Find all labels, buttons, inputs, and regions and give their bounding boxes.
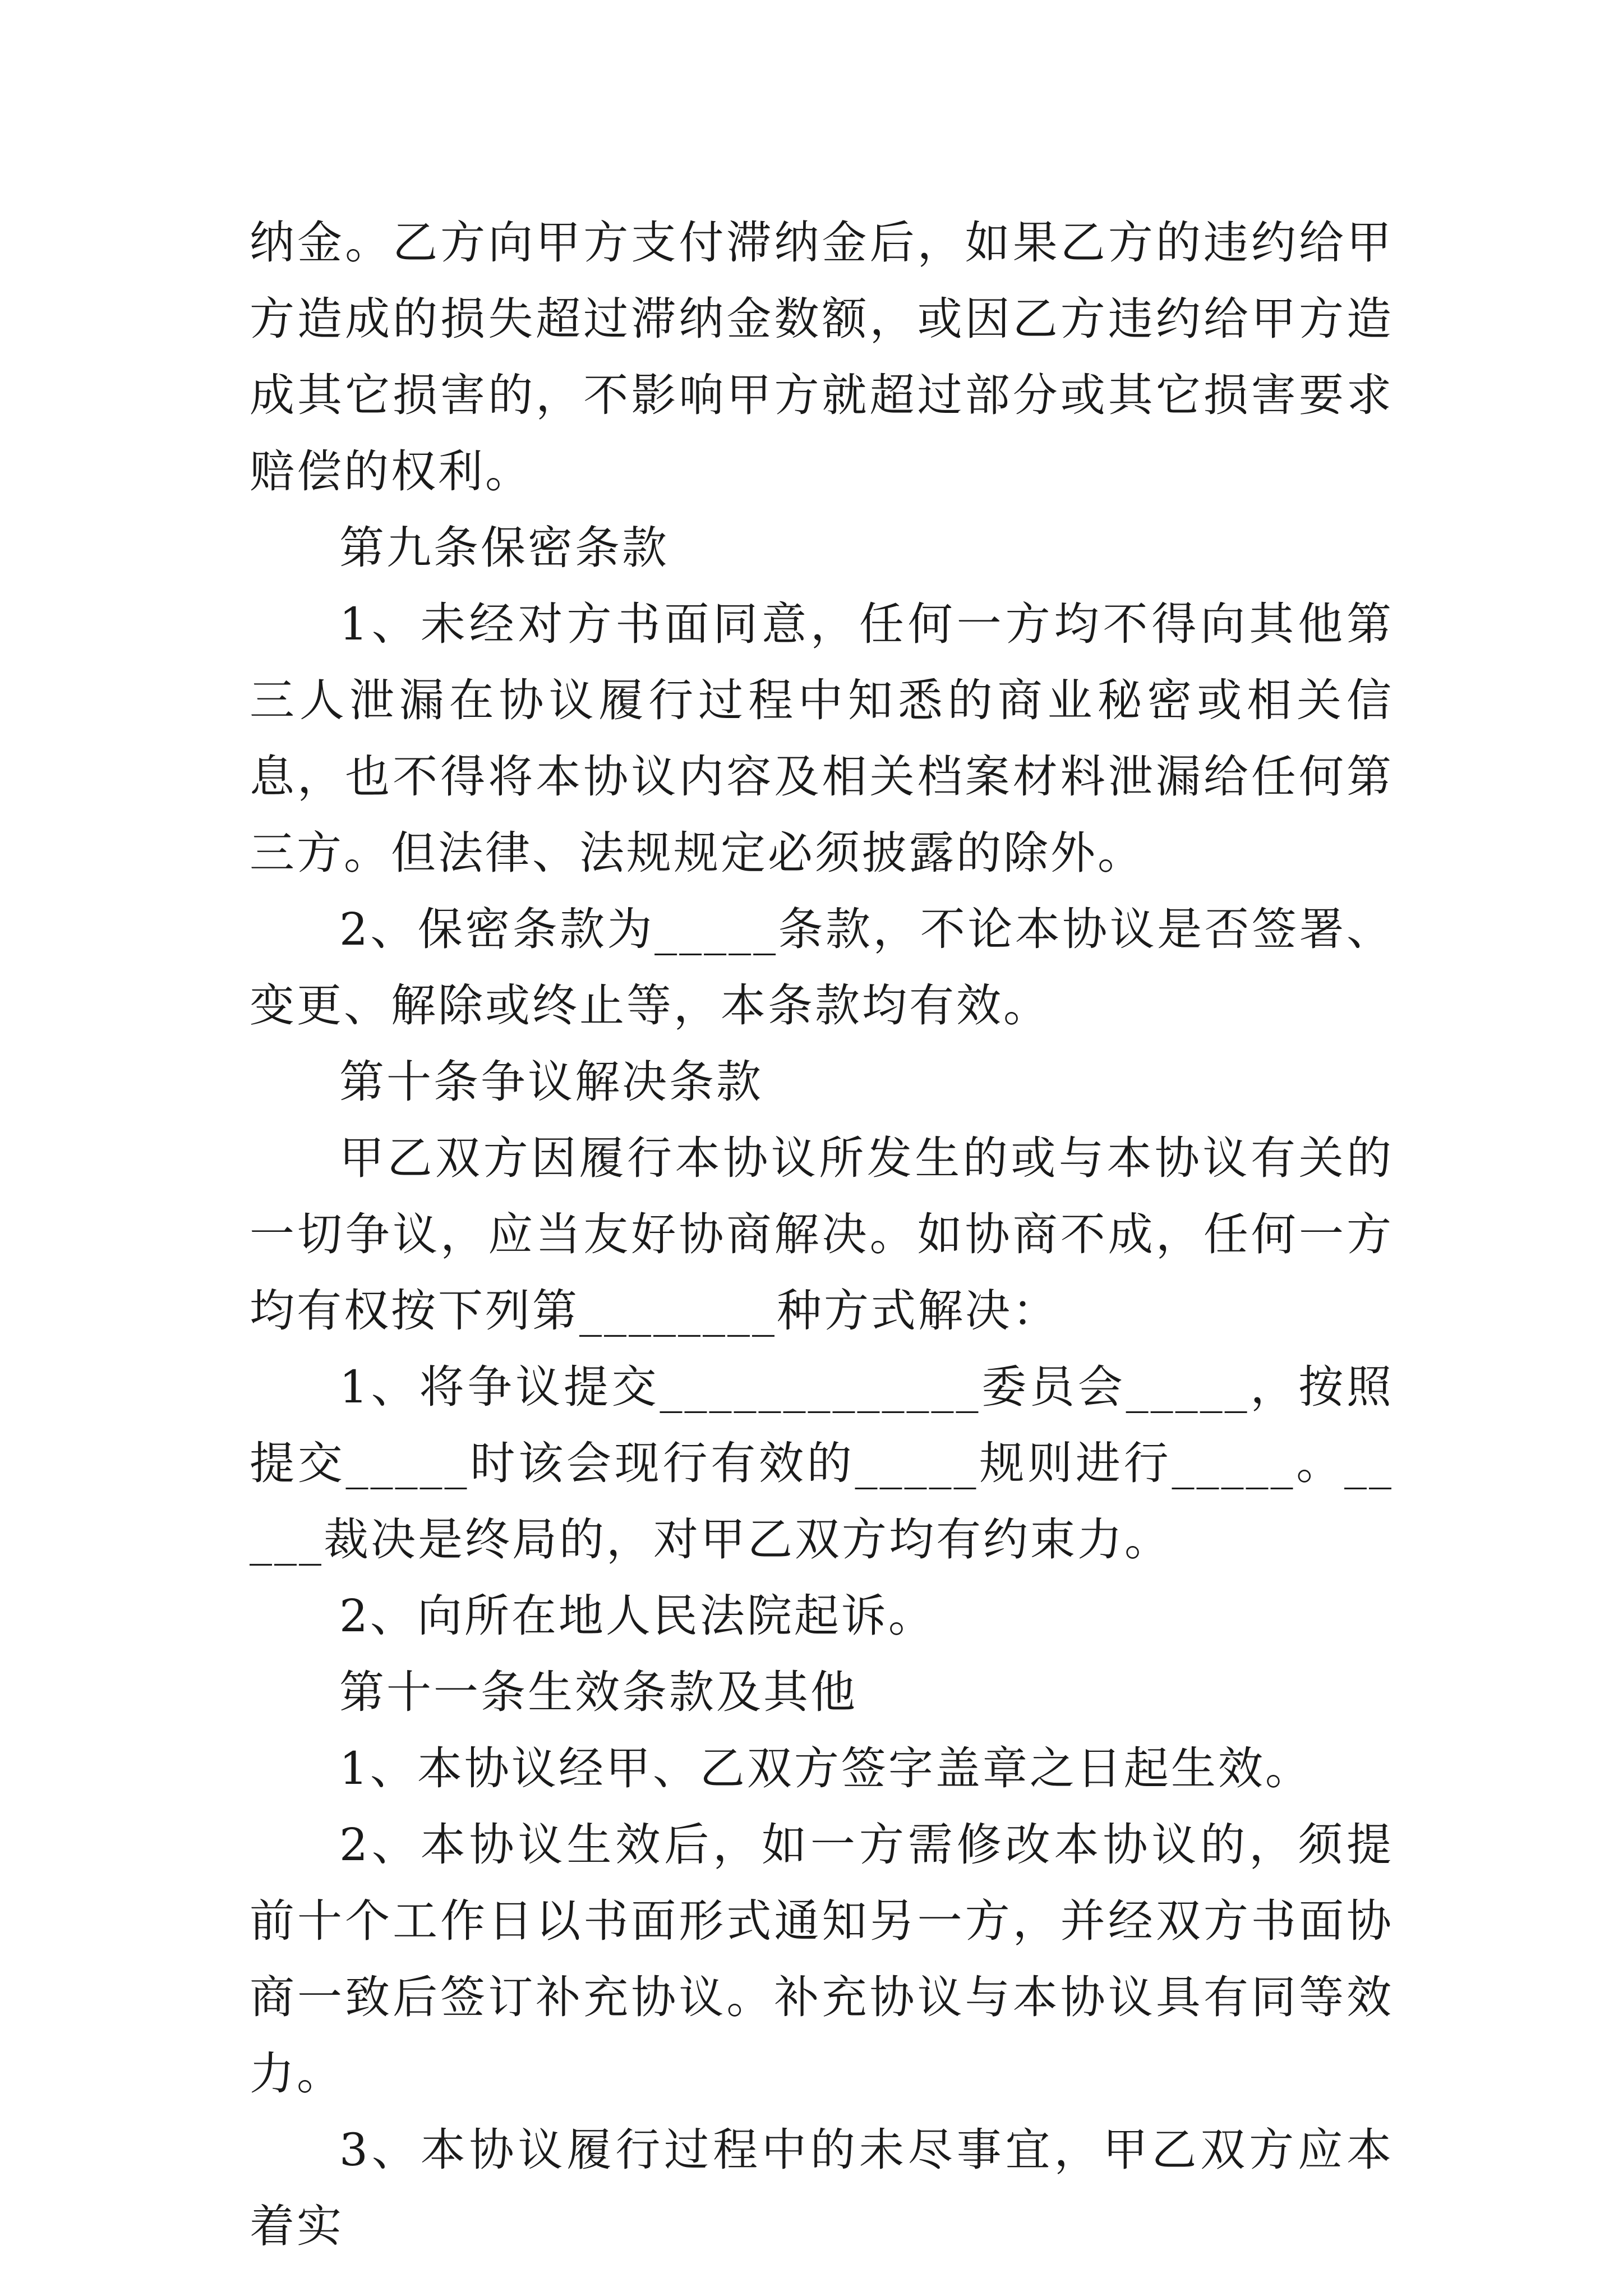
heading-article-9-confidentiality: 第九条保密条款 bbox=[339, 522, 669, 574]
heading-article-10-dispute: 第十条争议解决条款 bbox=[339, 1056, 763, 1108]
paragraph-effectiveness-3: 3、本协议履行过程中的未尽事宜，甲乙双方应本着实 bbox=[250, 2124, 1394, 2252]
paragraph-dispute-2-court: 2、向所在地人民法院起诉。 bbox=[339, 1590, 935, 1642]
paragraph-dispute-intro: 甲乙双方因履行本协议所发生的或与本协议有关的一切争议，应当友好协商解决。如协商不成，任何一方均有权按下列第________种方式解决： bbox=[250, 1132, 1394, 1337]
document-body bbox=[250, 205, 1394, 2265]
heading-article-11-effectiveness: 第十一条生效条款及其他 bbox=[339, 1666, 857, 1718]
paragraph-penalty-continued: 纳金。乙方向甲方支付滞纳金后，如果乙方的违约给甲方造成的损失超过滞纳金数额，或因乙方违约给甲方造成其它损害的，不影响甲方就超过部分或其它损害要求赔偿的权利。 bbox=[250, 217, 1394, 498]
paragraph-confidentiality-2: 2、保密条款为_____条款，不论本协议是否签署、变更、解除或终止等，本条款均有效。 bbox=[250, 903, 1394, 1032]
paragraph-effectiveness-2: 2、本协议生效后，如一方需修改本协议的，须提前十个工作日以书面形式通知另一方，并经双方书面协商一致后签订补充协议。补充协议与本协议具有同等效力。 bbox=[250, 1819, 1394, 2100]
paragraph-effectiveness-1: 1、本协议经甲、乙双方签字盖章之日起生效。 bbox=[339, 1742, 1312, 1795]
paragraph-confidentiality-1: 1、未经对方书面同意，任何一方均不得向其他第三人泄漏在协议履行过程中知悉的商业秘密或相关信息，也不得将本协议内容及相关档案材料泄漏给任何第三方。但法律、法规规定必须披露的除外。 bbox=[250, 598, 1394, 879]
paragraph-dispute-1-arbitration: 1、将争议提交_____________委员会_____，按照提交_____时该会现行有效的_____规则进行_____。_____裁决是终局的，对甲乙双方均有约束力。 bbox=[250, 1361, 1394, 1566]
